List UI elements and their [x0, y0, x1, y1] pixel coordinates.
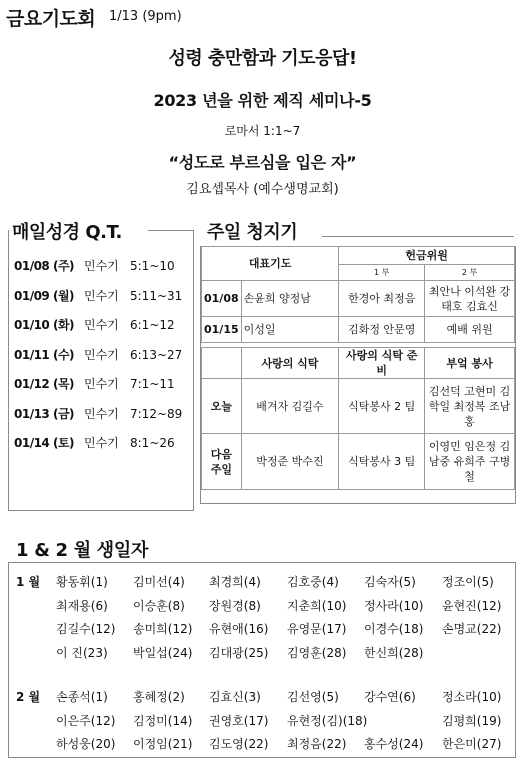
qt-book: 민수기 — [84, 436, 119, 450]
birthday-entry: 김호중(4) — [287, 575, 339, 589]
prayer-leader: 이성일 — [241, 317, 339, 343]
qt-verse: 5:11~31 — [130, 288, 183, 303]
birthday-month-label: 1 월 — [16, 575, 41, 589]
qt-section-title: 매일성경 Q.T. — [12, 218, 126, 244]
love-table-today: 배겨자 김길수 — [241, 379, 339, 434]
birthday-entry: 홍수성(24) — [364, 737, 424, 751]
birthday-entry: 지춘희(10) — [287, 598, 347, 613]
header-love-table-prep: 사랑의 식탁 준비 — [339, 348, 425, 379]
scripture-ref: 로마서 1:1~7 — [224, 124, 301, 138]
birthday-entry: 최경희(4) — [209, 575, 261, 589]
birthday-entry: 윤현진(12) — [442, 598, 502, 613]
birthday-entry: 김미선(4) — [133, 575, 185, 589]
birthday-entry: 이 진(23) — [56, 645, 108, 660]
qt-verse: 6:1~12 — [130, 318, 175, 332]
sermon-subtitle: “성도로 부르심을 입은 자” — [168, 153, 357, 172]
sermon-title: 성령 충만함과 기도응답! — [168, 48, 357, 69]
qt-book: 민수기 — [84, 347, 119, 362]
birthday-entry: 정조이(5) — [442, 575, 494, 589]
header-kitchen-service: 부엌 봉사 — [425, 348, 515, 379]
qt-row — [14, 434, 194, 464]
love-table-prep-today: 식탁봉사 2 팀 — [339, 379, 425, 434]
birthday-entry: 이은주(12) — [56, 713, 116, 728]
love-table-next: 박정준 박수진 — [241, 434, 339, 490]
qt-row — [14, 346, 194, 376]
birthday-entry: 김영훈(28) — [287, 645, 347, 660]
qt-date: 01/10 (화) — [14, 318, 75, 332]
steward-table — [201, 246, 515, 490]
birthday-entry: 손명교(22) — [442, 622, 502, 636]
qt-divider — [148, 230, 194, 231]
qt-verse: 5:1~10 — [130, 259, 175, 273]
header-second-service: 2 부 — [425, 265, 515, 281]
birthday-entry: 이정임(21) — [133, 737, 193, 751]
birthday-entry: 유현정(김)(18) — [287, 713, 368, 728]
qt-row — [14, 375, 194, 405]
qt-row — [14, 287, 194, 317]
birthday-entry: 김대광(25) — [209, 645, 269, 660]
prayer-leader: 손윤희 양정남 — [241, 281, 339, 317]
birthday-entry: 강수연(6) — [364, 690, 416, 704]
row-date: 01/08 — [202, 281, 242, 317]
birthday-month-label: 2 월 — [16, 690, 41, 704]
birthday-entry: 김선영(5) — [287, 690, 339, 704]
header-offering: 헌금위원 — [339, 247, 515, 265]
table-row — [202, 434, 515, 490]
qt-row — [14, 405, 194, 435]
birthday-entry: 유현애(16) — [209, 622, 269, 636]
offering-first: 김화정 안문영 — [339, 317, 425, 343]
kitchen-service-next: 이영민 임은정 김남중 유희주 구병철 — [425, 434, 515, 490]
page-title: 금요기도회 — [6, 8, 96, 30]
birthday-entry: 송미희(12) — [133, 622, 193, 636]
qt-verse: 6:13~27 — [130, 347, 183, 362]
header-prayer: 대표기도 — [202, 247, 339, 281]
birthday-entry: 장원경(8) — [209, 598, 261, 613]
qt-row — [14, 257, 194, 287]
header-first-service: 1 부 — [339, 265, 425, 281]
offering-second: 예배 위원 — [425, 317, 515, 343]
header-love-table: 사랑의 식탁 — [241, 348, 339, 379]
birthday-entry: 김숙자(5) — [364, 575, 416, 589]
birthday-entry: 정소라(10) — [442, 690, 502, 704]
birthday-entry: 이승훈(8) — [133, 598, 185, 613]
qt-row — [14, 316, 194, 346]
birthday-entry: 홍혜정(2) — [133, 690, 185, 704]
row-date: 01/15 — [202, 317, 242, 343]
qt-book: 민수기 — [84, 288, 119, 303]
qt-verse: 7:1~11 — [130, 377, 175, 391]
qt-book: 민수기 — [84, 377, 119, 391]
header-blank — [202, 348, 242, 379]
birthday-entry: 권영호(17) — [209, 713, 269, 728]
birthday-entry: 박일섭(24) — [133, 645, 193, 660]
birthday-entry: 유영문(17) — [287, 622, 347, 636]
table-row — [202, 281, 515, 317]
birthday-entry: 손종석(1) — [56, 690, 108, 704]
birthday-entry: 김도영(22) — [209, 737, 269, 751]
qt-book: 민수기 — [84, 318, 119, 332]
birthday-entry: 김정미(14) — [133, 713, 193, 728]
offering-first: 한경아 최정음 — [339, 281, 425, 317]
qt-date: 01/08 (주) — [14, 259, 75, 273]
birthday-entry: 김효신(3) — [209, 690, 261, 704]
birthday-entry: 한신희(28) — [364, 645, 424, 660]
birthday-entry: 정사라(10) — [364, 598, 424, 613]
jw-section-title: 주일 청지기 — [207, 218, 301, 244]
qt-verse: 7:12~89 — [130, 406, 183, 421]
birthday-entry: 한은미(27) — [442, 737, 502, 751]
birthday-entry: 이경수(18) — [364, 622, 424, 636]
table-row — [202, 317, 515, 343]
kitchen-service-today: 김선덕 고현미 김학일 최정복 조남홍 — [425, 379, 515, 434]
qt-date: 01/14 (토) — [14, 436, 75, 450]
jw-divider — [322, 236, 514, 237]
qt-book: 민수기 — [84, 259, 119, 273]
qt-date: 01/09 (월) — [14, 288, 75, 303]
qt-date: 01/13 (금) — [14, 406, 75, 421]
qt-list — [14, 257, 194, 464]
seminar-series: 2023 년을 위한 제직 세미나-5 — [153, 91, 372, 110]
offering-second: 최안나 이석완 강태호 김효신 — [425, 281, 515, 317]
birthday-entry: 김평희(19) — [442, 713, 502, 728]
qt-date: 01/12 (목) — [14, 377, 75, 391]
qt-book: 민수기 — [84, 406, 119, 421]
birthday-section-title: 1 & 2 월 생일자 — [16, 540, 149, 561]
qt-verse: 8:1~26 — [130, 436, 175, 450]
birthday-entry: 황동휘(1) — [56, 575, 108, 589]
speaker: 김요셉목사 (예수생명교회) — [186, 182, 339, 197]
row-label-next: 다음 주일 — [202, 434, 242, 490]
birthday-entry: 최재용(6) — [56, 598, 108, 613]
birthday-entry: 최정음(22) — [287, 737, 347, 751]
table-row — [202, 379, 515, 434]
meeting-date: 1/13 (9pm) — [109, 9, 182, 24]
birthday-entry: 하성웅(20) — [56, 737, 116, 751]
table-header-row — [202, 247, 515, 265]
love-table-prep-next: 식탁봉사 3 팀 — [339, 434, 425, 490]
birthday-entry: 김길수(12) — [56, 622, 116, 636]
table-header-row — [202, 348, 515, 379]
qt-date: 01/11 (수) — [14, 347, 75, 362]
row-label-today: 오늘 — [202, 379, 242, 434]
